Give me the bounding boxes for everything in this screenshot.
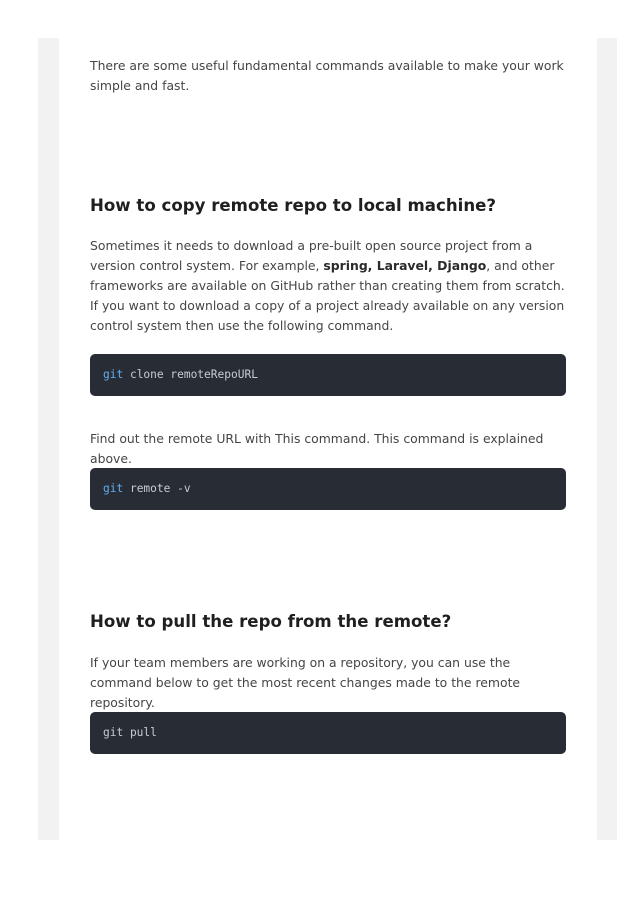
section1-paragraph-1	[90, 236, 566, 296]
code-keyword: git	[103, 482, 124, 495]
document-page	[59, 38, 597, 840]
code-text: clone remoteRepoURL	[123, 368, 258, 381]
code-text: remote -v	[123, 482, 191, 495]
section1-paragraph-3: Find out the remote URL with This command. This command is explained above.	[90, 431, 544, 466]
section1-paragraph-2: If you want to download a copy of a project already available on any version control system then use the following command.	[90, 298, 565, 333]
code-block-git-clone[interactable]	[90, 354, 566, 396]
code-block-git-pull[interactable]	[90, 712, 566, 754]
para-text: Sometimes it needs to download a pre-built open source project from a version control system. For example,	[90, 238, 533, 273]
section-heading-copy-remote: How to copy remote repo to local machine?	[90, 196, 497, 215]
intro-paragraph: There are some useful fundamental commands available to make your work simple and fast.	[90, 58, 564, 93]
code-block-git-remote[interactable]	[90, 468, 566, 510]
para-text: , and other frameworks are available on GitHub rather than creating them from scratch.	[90, 258, 565, 293]
code-keyword: git	[103, 368, 124, 381]
code-text: git pull	[103, 726, 157, 739]
section2-paragraph-1: If your team members are working on a repository, you can use the command below to get the most recent changes made to the remote repository.	[90, 655, 521, 710]
frameworks-bold: spring, Laravel, Django	[323, 258, 487, 273]
section-heading-pull-repo: How to pull the repo from the remote?	[90, 612, 452, 631]
